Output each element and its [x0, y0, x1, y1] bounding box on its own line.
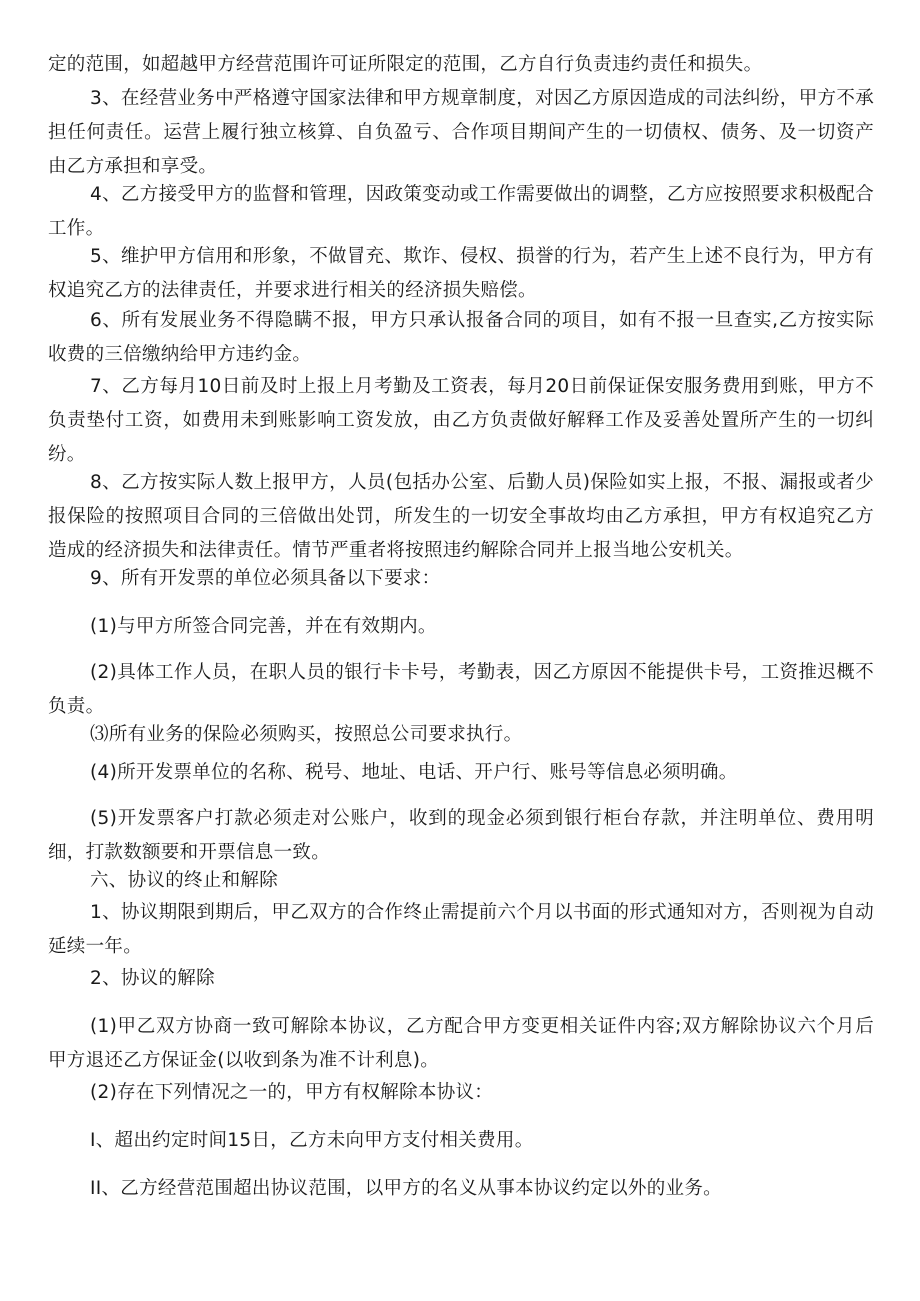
sub-item-2: (2)具体工作人员，在职人员的银行卡卡号，考勤表，因乙方原因不能提供卡号，工资推迟概不负责。: [48, 662, 874, 717]
paragraph-item-8: 8、乙方按实际人数上报甲方，人员(包括办公室、后勤人员)保险如实上报，不报、漏报或者少报保险的按照项目合同的三倍做出处罚，所发生的一切安全事故均由乙方承担，甲方有权追究乙方造成的经济损失和法律责任。情节严重者将按照违约解除合同并上报当地公安机关。: [48, 472, 874, 561]
termination-item-1: 1、协议期限到期后，甲乙双方的合作终止需提前六个月以书面的形式通知对方，否则视为自动延续一年。: [48, 902, 874, 957]
paragraph-scope-continuation: 定的范围，如超越甲方经营范围许可证所限定的范围，乙方自行负责违约责任和损失。: [48, 54, 763, 75]
paragraph-item-5: 5、维护甲方信用和形象，不做冒充、欺诈、侵权、损誉的行为，若产生上述不良行为，甲方有权追究乙方的法律责任，并要求进行相关的经济损失赔偿。: [48, 246, 874, 301]
condition-i: I、超出约定时间15日，乙方未向甲方支付相关费用。: [90, 1130, 534, 1151]
sub-item-3: ⑶所有业务的保险必须购买，按照总公司要求执行。: [90, 724, 523, 745]
paragraph-item-7: 7、乙方每月10日前及时上报上月考勤及工资表，每月20日前保证保安服务费用到账，甲方不负责垫付工资，如费用未到账影响工资发放，由乙方负责做好解释工作及妥善处置所产生的一切纠纷。: [48, 376, 874, 465]
termination-item-2: 2、协议的解除: [90, 968, 215, 989]
dissolution-sub-2: (2)存在下列情况之一的，甲方有权解除本协议：: [90, 1082, 494, 1103]
paragraph-item-9: 9、所有开发票的单位必须具备以下要求：: [90, 568, 441, 589]
sub-item-5: (5)开发票客户打款必须走对公账户，收到的现金必须到银行柜台存款，并注明单位、费用明细，打款数额要和开票信息一致。: [48, 808, 874, 863]
sub-item-4: (4)所开发票单位的名称、税号、地址、电话、开户行、账号等信息必须明确。: [90, 762, 738, 783]
paragraph-item-3: 3、在经营业务中严格遵守国家法律和甲方规章制度，对因乙方原因造成的司法纠纷，甲方不承担任何责任。运营上履行独立核算、自负盈亏、合作项目期间产生的一切债权、债务、及一切资产由乙方承担和享受。: [48, 88, 874, 177]
paragraph-item-4: 4、乙方接受甲方的监督和管理，因政策变动或工作需要做出的调整，乙方应按照要求积极配合工作。: [48, 184, 874, 239]
condition-ii: II、乙方经营范围超出协议范围，以甲方的名义从事本协议约定以外的业务。: [90, 1178, 722, 1199]
dissolution-sub-1: (1)甲乙双方协商一致可解除本协议，乙方配合甲方变更相关证件内容;双方解除协议六个月后甲方退还乙方保证金(以收到条为准不计利息)。: [48, 1016, 874, 1071]
sub-item-1: (1)与甲方所签合同完善，并在有效期内。: [90, 616, 437, 637]
section-heading-6: 六、协议的终止和解除: [90, 870, 279, 891]
paragraph-item-6: 6、所有发展业务不得隐瞒不报，甲方只承认报备合同的项目，如有不报一旦查实,乙方按实际收费的三倍缴纳给甲方违约金。: [48, 310, 874, 365]
